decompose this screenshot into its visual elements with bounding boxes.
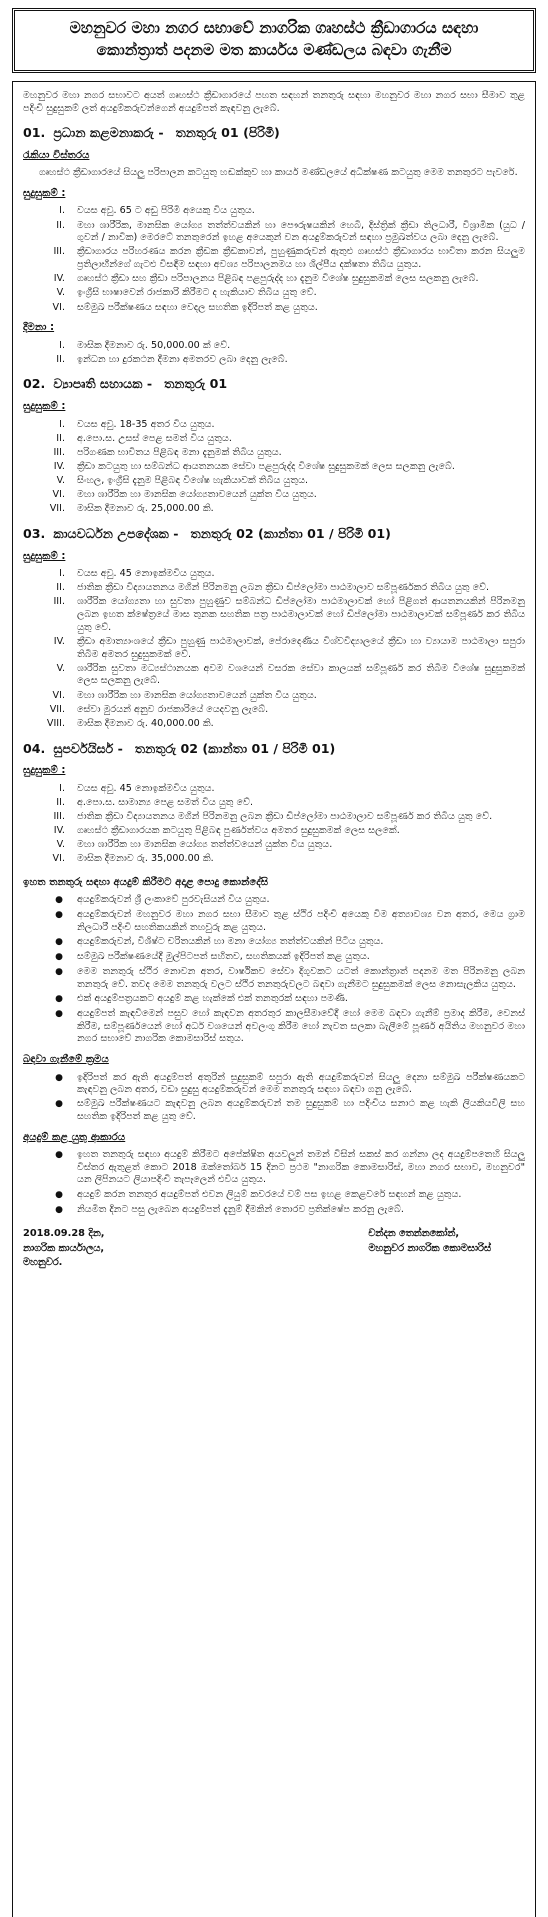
list-item: I. වයස අවු. 45 නොඉක්මවිය යුතුය. <box>59 782 215 794</box>
list-item: ● මෙම තනතුරු ස්ථිර නොවන අතර, වාර්ෂිකව සේවා දිගුවකට යටත් කොන්ත්‍රාත් පදනම මත පිරිනමනු ලබන තනතුරු වේ. තවද මෙම තනතුරු වලට ස්ථිර තනතුරුවලට බඳවා ගැනීමට සුදුසුකමක් ලෙස නොසැලකිය යුතුය. <box>23 966 525 991</box>
qualifications-list <box>23 205 525 314</box>
general-conditions-heading: ඉහත තනතුරු සඳහා අයදුම් කිරීමට අදාළ පොදු කොන්දේසි <box>23 877 269 889</box>
office-city: මහනුවර. <box>23 1257 63 1269</box>
how-to-apply-list <box>23 1149 525 1217</box>
bullet-icon: ● <box>55 994 63 1005</box>
list-item: III. ශාරීරික යෝග්‍යතා හා සුවතා පුහුණුව සම්බන්ධ ඩිප්ලෝමා පාඨමාලාවක් හෝ පිළිගත් ආයතනයකින් පිරිනමනු ලබන ඉහත ක්ෂේත්‍රයේ මාස තුනක සහතික පත්‍ර පාඨමාලාවක් හෝ ඩිප්ලෝමා පාඨමාලාවක් සම්පූර්ණ කර තිබිය යුතු වේ. <box>53 596 525 633</box>
recruitment-method-heading: බඳවා ගැනීමේ ක්‍රමය <box>23 1054 109 1066</box>
section-posts: තනතුරු 02 (කාන්තා 01 / පිරිමි 01) <box>190 526 391 542</box>
notice-date: 2018.09.28 දින, <box>23 1228 105 1240</box>
bullet-icon: ● <box>55 910 63 921</box>
list-item: II. අ.පො.ස. සාමාන්‍ය පෙළ සමත් විය යුතු වේ. <box>56 796 254 808</box>
bullet-icon: ● <box>55 967 63 978</box>
list-item: VII. මාසික දීමනාව රු. 25,000.00 කි. <box>49 503 214 515</box>
bullet-icon: ● <box>55 1009 63 1020</box>
list-item: I. වයස අවු. 65 ට අඩු පිරිමි අයෙකු විය යුතුය. <box>59 205 255 217</box>
bullet-icon: ● <box>55 895 63 906</box>
list-item: III. ක්‍රීඩාගාරය පරිහරණය කරන ක්‍රීඩක ක්‍රීඩකාවන්, පුහුණුකරුවන් ඇතුළු ගෘහස්ථ ක්‍රීඩාගාරය භාවිතා කරන සියලුම ප්‍රතිලාභීන්ගේ ගැටළු විසඳීම සඳහා අවශ්‍ය පරිපාලනමය හා ශිල්පීය දක්ෂතා තිබිය යුතුය. <box>53 246 525 271</box>
signatory <box>368 1227 525 1271</box>
section-title: ව්‍යාපෘති සහායක - <box>53 376 153 392</box>
list-item: V. ශාරීරික සුවතා මධ්‍යස්ථානයක අවම වශයෙන් වසරක සේවා කාලයක් සම්පූර්ණ කර තිබීම විශේෂ සුදුසුකමක් ලෙස සලකනු ලැබේ. <box>56 662 525 687</box>
list-item: III. ජාතික ක්‍රීඩා විද්‍යායතනය මගින් පිරිනමනු ලබන ක්‍රීඩා ඩිප්ලෝමා පාඨමාලාව සම්පූර්ණ කර තිබිය යුතු වේ. <box>53 810 493 822</box>
list-item: ● අයදුම්කරුවන් ශ්‍රී ලංකාවේ පුරවැසියන් විය යුතුය. <box>23 894 525 908</box>
list-item: ● නියමිත දිනට පසු ලැබෙන අයදුම්පත් දැනුම් දීමකින් තොරව ප්‍රතික්ෂේප කරනු ලැබේ. <box>23 1204 525 1218</box>
list-item: II. ඉන්ධන හා දුරකථන දීමනා අමතරව ලබා දෙනු ලැබේ. <box>56 353 288 365</box>
qualifications-heading: සුදුසුකම් : <box>23 401 66 413</box>
list-item: ● එක් අයදුම්පත්‍රයකට අයදුම් කළ හැක්කේ එක් තනතුරක් සඳහා පමණි. <box>23 993 525 1007</box>
title-box <box>12 8 536 73</box>
section-01-heading <box>23 125 525 142</box>
list-item: IV. ක්‍රීඩා අමාත්‍යාංශයේ ක්‍රීඩා පුහුණු පාඨමාලාවක්, පේරාදෙණිය විශ්වවිද්‍යාලයේ ක්‍රීඩා හා ව්‍යායාම පාඨමාලා සපුරා තිබීම අමතර සුදුසුකමක් වේ. <box>53 635 525 660</box>
section-number: 02. <box>23 376 46 392</box>
bullet-icon: ● <box>55 1072 63 1083</box>
list-item: IV. ක්‍රීඩා කටයුතු හා සම්බන්ධ ආයතනයක සේවා පළපුරුද්ද විශේෂ සුදුසුකමක් ලෙස සලකනු ලැබේ. <box>53 460 455 472</box>
bullet-icon: ● <box>55 1099 63 1110</box>
bullet-icon: ● <box>55 1204 63 1215</box>
bullet-icon: ● <box>55 937 63 948</box>
list-item: VII. සේවා මුරයන් අනුව රාජකාරියේ යෙදවනු ලැබේ. <box>49 703 269 715</box>
list-item: VI. සම්මුඛ පරීක්ෂණය සඳහා වෙදල සහතික ඉදිරිපත් කළ යුතුය. <box>52 301 318 313</box>
signer-name: චන්දන තෙන්නකෝන්, <box>368 1228 460 1240</box>
list-item: II. මහා ශාරීරික, මානසික යෝග්‍ය තත්ත්වයකින් හා පෞරුෂයකින් හෙබි, දිස්ත්‍රික් ක්‍රීඩා තිලධාරී, විශ්‍රාමික (යුධ / ගුවන් / නාවික) මෙරටේ තනතුරෙන් ඉහළ අයෙකුන් වන අයදුම්කරුවන් සඳහා ප්‍රමුඛත්වය ලබා දෙනු ලැබේ. <box>56 219 525 244</box>
list-item: V. ඉංග්‍රීසි භාෂාවෙන් රාජකාරි කිරීමට ද හැකියාව තිබිය යුතු වේ. <box>56 287 317 299</box>
section-posts: තනතුරු 01 (පිරිමි) <box>175 125 280 141</box>
recruitment-method-list <box>23 1072 525 1124</box>
list-item: ● අයදුම්කරුවන් මහනුවර මහා නගර සභා සීමාව තුළ ස්ථිර පදිංචි අයෙකු විම අත්‍යාවශ්‍ය වන අතර, මෙය ග්‍රාම නිලධාරී පදිංචි සහතිකයකින් තහවුරු කළ යුතුය. <box>23 909 525 934</box>
signature-footer <box>23 1227 525 1271</box>
qualifications-heading: සුදුසුකම් : <box>23 765 66 777</box>
date-and-office <box>23 1227 104 1271</box>
bullet-icon: ● <box>55 1150 63 1161</box>
section-03-heading <box>23 526 525 543</box>
section-title: කායවර්ධන උපදේශක - <box>53 526 179 542</box>
section-02-heading <box>23 376 525 393</box>
section-number: 01. <box>23 125 46 141</box>
list-item: I. මාසික දීමනාව රු. 50,000.00 ක් වේ. <box>59 339 231 351</box>
list-item: VI. මහා ශාරීරික හා මානසික යෝග්‍යතාවයෙන් යුක්ත විය යුතුය. <box>52 689 317 701</box>
list-item: I. වයස අවු. 45 නොඉක්මවිය යුතුය. <box>59 568 215 580</box>
list-item: III. පරිගණක භාවිතය පිළිබඳ මනා දැනුමක් තිබිය යුතුය. <box>53 446 282 458</box>
general-conditions-list <box>23 894 525 1046</box>
list-item: V. සිංහල, ඉංග්‍රීසි දැනුම පිළිබඳ විශේෂ හැකියාවක් තිබිය යුතුය. <box>56 475 309 487</box>
list-item: I. වයස අවු. 18-35 අතර විය යුතුය. <box>59 418 215 430</box>
section-posts: තනතුරු 01 <box>164 376 228 392</box>
list-item: ● ඉහත තනතුරු සඳහා අයදුම් කිරීමට අපේක්ෂිත අයවලුන් තමන් විසින් සකස් කර ගන්නා ලද අයදුම්පතෙහි සියලු විස්තර ඇතුළත් කොට 2018 ඔක්තෝබර් 15 දිනට ප්‍රථම "නාගරික කොමසාරිස්, මහා නගර සභාව, මහනුවර" යන ලිපිනයට ලියාපදිංචි තැපෑලෙන් එවිය යුතුය. <box>23 1149 525 1187</box>
how-to-apply-heading: අයදුම් කළ යුතු ආකාරය <box>23 1131 126 1143</box>
section-number: 03. <box>23 526 46 542</box>
qualifications-list <box>23 783 525 866</box>
list-item: VI. මහා ශාරීරික හා මානසික යෝග්‍යතාවයෙන් යුක්ත විය යුතුය. <box>52 489 317 501</box>
qualifications-heading: සුදුසුකම් : <box>23 187 66 199</box>
section-title: ප්‍රධාන කළමනාකරු - <box>53 125 164 141</box>
section-posts: තනතුරු 02 (කාන්තා 01 / පිරිමි 01) <box>134 740 336 756</box>
list-item: V. මහා ශාරීරික හා මානසික යෝග්‍ය තත්ත්වයෙන් යුක්ත විය යුතුය. <box>56 839 333 851</box>
intro-paragraph: මහනුවර මහා නගර සභාවට අයත් ගෘහස්ථ ක්‍රීඩාගාරයේ පහත සඳහන් තනතුරු සඳහා මහනුවර මහා නගර සභා සීමාව තුළ පදිංචි සුදුසුකම් ලත් අයදුම්කරුවන්ගෙන් අයදුම්පත් කැඳවනු ලැබේ. <box>23 89 525 114</box>
list-item: VIII. මාසික දීමනාව රු. 40,000.00 කි. <box>46 717 214 729</box>
office-name: නාගරික කාර්යාලය, <box>23 1242 105 1254</box>
job-description-heading: රැකියා විස්තරය <box>23 149 90 161</box>
signer-title: මහනුවර නාගරික කොමසාරිස් <box>368 1242 491 1254</box>
qualifications-list <box>23 419 525 517</box>
list-item: II. අ.පො.ස. උසස් පෙළ සමත් විය යුතුය. <box>56 432 232 444</box>
list-item: ● සම්මුඛ පරීක්ෂණයට කැඳවනු ලබන අයදුම්කරුවන් තම සුදුසුකම් හා පදිංචිය සනාථ කළ හැකි ලියකියවිලි සහ සහතික ඉදිරිපත් කළ යුතු වේ. <box>23 1098 525 1123</box>
bullet-icon: ● <box>55 1189 63 1200</box>
allowances-heading: දීමනා : <box>23 322 55 334</box>
list-item: IV. ගෘහස්ථ ක්‍රීඩා සහ ක්‍රීඩා පරිපාලනය පිළිබඳ පළපුරුද්ද හා දැනුම විශේෂ සුදුසුකමක් ලෙස සලකනු ලැබේ. <box>53 273 479 285</box>
list-item: ● ඉදිරිපත් කර ඇති අයදුම්පත් අතුරින් සුදුසුකම් සපුරා ඇති අයදුම්කරුවන් සියලු දෙනා සම්මුඛ පරීක්ෂණයකට කැඳවනු ලබන අතර, වඩා සුදුසු අයදුම්කරුවන් මෙම තනතුරු සඳහා බඳවා ගනු ලැබේ. <box>23 1072 525 1097</box>
section-04-heading <box>23 741 525 758</box>
bullet-icon: ● <box>55 952 63 963</box>
title-line-2: කොන්ත්‍රාත් පදනම මත කාර්යය මණ්ඩලය බඳවා ගැනීම <box>96 41 452 60</box>
list-item: ● අයදුම්පත් කැඳවීමෙන් පසුව හෝ කැඳවන අතරතුර කාලසීමාවේදී හෝ මෙම බඳවා ගැනීම් ප්‍රමාද කිරීම, වෙනස් කිරීම, සම්පූර්ණයෙන් හෝ අර්ධ වශයෙන් අවලංගු කිරීම හෝ නැවත සලකා බැලීමේ පූර්ණ අයිතිය මහනුවර මහා නගර සභාවේ නාගරික කොමසාරිස් සතුය. <box>23 1008 525 1046</box>
job-description: ගෘහස්ථ ක්‍රීඩාගාරයේ සියලු පරිපාලන කටයුතු හඬක්කුව හා කාර්ය මණ්ඩලයේ අධීක්ෂණ කටයුතු මෙම තනතුරට පැවරේ. <box>39 167 518 179</box>
title-line-1: මහනුවර මහා නගර සභාවේ නාගරික ගෘහස්ථ ක්‍රීඩාගාරය සඳහා <box>69 19 479 37</box>
list-item: IV. ගෘහස්ථ ක්‍රීඩාගාරයක කටයුතු පිළිබඳ පුර්ණත්වය අමතර සුදුසුකමක් ලෙස සලකේ. <box>53 825 400 837</box>
qualifications-list <box>23 568 525 730</box>
list-item: ● අයදුම්කරුවන්, විශිෂ්ට චරිතයකින් හා මනා යෝග්‍ය තත්ත්වයකින් පිටිය යුතුය. <box>23 936 525 950</box>
list-item: II. ජාතික ක්‍රීඩා විද්‍යායතනය මගින් පිරිනමනු ලබන ක්‍රීඩා ඩිප්ලෝමා පාඨමාලාව සම්පූර්ණකර තිබිය යුතු වේ. <box>56 582 490 594</box>
list-item: ● සම්මුඛ පරීක්ෂණයේදී මුල්පිටපත් සහිතව, සහතිකයක් ඉදිරිපත් කළ යුතුය. <box>23 951 525 965</box>
list-item: VI. මාසික දීමනාව රු. 35,000.00 කි. <box>52 853 214 865</box>
notice-body <box>12 81 536 1917</box>
section-title: සුපර්වයිසර් - <box>53 740 123 756</box>
list-item: ● අයදුම් කරන තනතුර අයදුම්පත් එවන ලියුම් කවරයේ වම් පස ඉහළ කෙළවරේ සඳහන් කළ යුතුය. <box>23 1189 525 1203</box>
allowances-list <box>23 340 525 367</box>
qualifications-heading: සුදුසුකම් : <box>23 550 66 562</box>
section-number: 04. <box>23 740 46 756</box>
